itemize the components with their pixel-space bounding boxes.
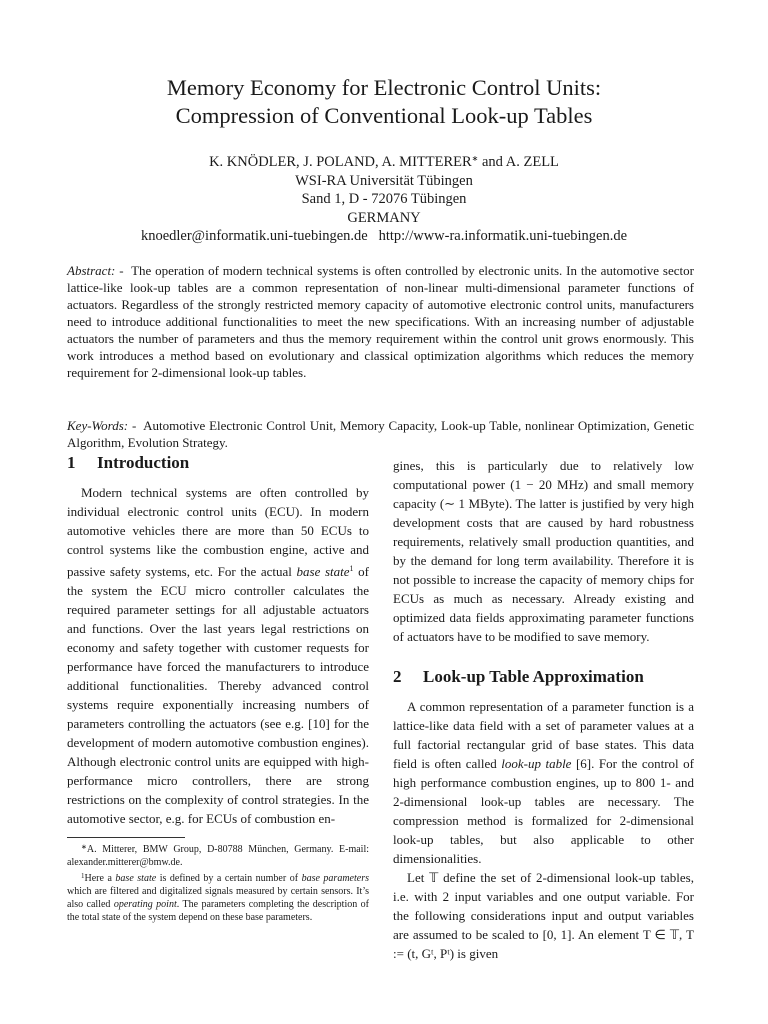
title-line-2: Compression of Conventional Look-up Tables xyxy=(175,103,593,128)
section-2-heading: 2 Look-up Table Approximation xyxy=(393,667,644,686)
section-1-heading: 1 Introduction xyxy=(67,453,190,472)
address: Sand 1, D - 72076 Tübingen xyxy=(301,191,467,207)
keywords: Key-Words: - Automotive Electronic Control Unit, Memory Capacity, Look-up Table, nonlinear Optimization, Genetic Algorithm, Evolution Strategy. xyxy=(67,418,694,450)
paper-title xyxy=(60,74,708,130)
footnote-author: ∗A. Mitterer, BMW Group, D-80788 München, Germany. E-mail: alexander.mitterer@bmw.de. xyxy=(67,843,369,869)
left-column xyxy=(67,452,369,828)
country: GERMANY xyxy=(347,209,421,226)
keywords-text: Automotive Electronic Control Unit, Memory Capacity, Look-up Table, nonlinear Optimization, Genetic Algorithm, Evolution Strategy. xyxy=(67,418,694,450)
title-line-1: Memory Economy for Electronic Control Units: xyxy=(166,75,602,100)
author-names: K. KNÖDLER, J. POLAND, A. MITTERER∗ and A. ZELL xyxy=(209,154,559,170)
section-2-paragraph-2: Let 𝕋 define the set of 2-dimensional look-up tables, i.e. with 2 input variables and one output variable. For the following considerations input and output variables are assumed to be scaled to [0, 1]. An element T ∈ 𝕋, T := (t, Gᵗ, Pᵗ) is given xyxy=(393,870,694,961)
footnotes xyxy=(67,841,369,925)
section-1-paragraph: Modern technical systems are often controlled by individual electronic control units (ECU). In modern automotive vehicles there are more than 50 ECUs to control systems like the combustion engine, active and passive safety systems, etc. For the actual base state$^1$ of the system the ECU micro controller calculates the required parameter settings for all adjustable actuators and functions. Over the last years legal restrictions on economy and safety together with customer requests for performance have forced the manufacturers to introduce additional functionalities. Thereby advanced control systems require exponentially increasing numbers of parameters controlling the actuators (see e.g. [10] for the development of modern automotive combustion engines). Although electronic control units are equipped with high-performance micro controllers, there are strong restrictions on the complexity of control strategies. In the automotive sector, e.g. for ECUs of combustion en- xyxy=(67,485,369,826)
footnote-rule xyxy=(67,837,185,838)
section-2-paragraph-1: A common representation of a parameter function is a lattice-like data field with a set of parameter values at a full factorial rectangular grid of base states. This data field is often called look-up table [6]. For the control of high performance combustion engines, up to 800 1- and 2-dimensional look-up tables are necessary. The compression method is formalized for 2-dimensional look-up tables, but also applicable to other dimensionalities. xyxy=(393,699,694,866)
author-block xyxy=(60,150,708,246)
right-column xyxy=(393,456,694,963)
contact-line: knoedler@informatik.uni-tuebingen.de http://www-ra.informatik.uni-tuebingen.de xyxy=(140,228,628,244)
footnote-1: $^1$Here a base state is defined by a certain number of base parameters which are filtered and digitalized signals measured by certain sensors. It’s also called operating point. The parameters completing the description of the total state of the system depend on these base parameters. xyxy=(67,871,369,924)
section-1-continuation: gines, this is particularly due to relatively low computational power (1 − 20 MHz) and small memory capacity (∼ 1 MByte). The latter is justified by very high development costs that are caused by hard robustness requirements, relatively small production quantities, and by the demand for long term availability. Therefore it is not possible to increase the capacity of memory chips for ECUs as much as necessary. Already existing and optimized data fields approximating parameter functions of actuators have to be modified to save memory. xyxy=(393,458,694,644)
abstract: Abstract: - The operation of modern technical systems is often controlled by electronic units. In the automotive sector lattice-like look-up tables are a common representation of non-linear multi-dimensional parameter functions of actuators. Regardless of the strongly restricted memory capacity of automotive electronic control units, manufacturers need to introduce additional functionalities to meet the new specifications. With an increasing number of adjustable actuators the number of parameters and thus the memory requirement within the control unit grows enormously. This work introduces a method based on evolutionary and classical optimization algorithms which reduces the memory requirement for 2-dimensional look-up tables. xyxy=(67,263,694,380)
keywords-label: Key-Words: xyxy=(67,418,129,433)
abstract-label: Abstract: xyxy=(67,263,116,278)
affiliation: WSI-RA Universität Tübingen xyxy=(295,172,473,189)
abstract-text: The operation of modern technical systems is often controlled by electronic units. In the automotive sector lattice-like look-up tables are a common representation of non-linear multi-dimensional parameter functions of actuators. Regardless of the strongly restricted memory capacity of automotive electronic control units, manufacturers need to introduce additional functionalities to meet the new specifications. With an increasing number of adjustable actuators the number of parameters and thus the memory requirement within the control unit grows enormously. This work introduces a method based on evolutionary and classical optimization algorithms which reduces the memory requirement for 2-dimensional look-up tables. xyxy=(67,263,694,380)
